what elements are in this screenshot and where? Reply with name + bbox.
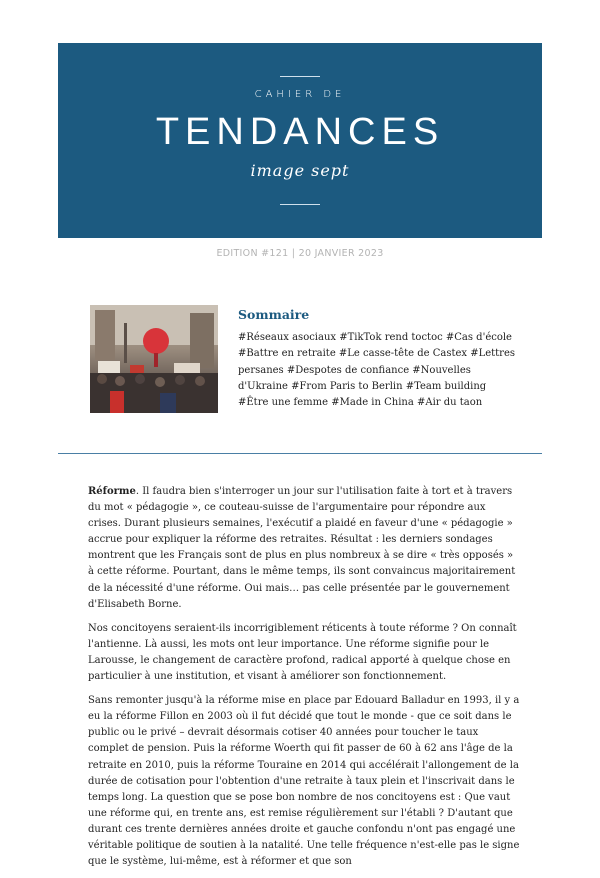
sommaire-tags: #Réseaux asociaux #TikTok rend toctoc #Cas d'école #Battre en retraite #Le casse-tête de Castex #Lettres persanes #Despotes de confiance #Nouvelles d'Ukraine #From Paris to Berlin #Team building #Être une femme #Made in China #Air du taon <box>238 332 516 409</box>
protest-photo <box>90 305 218 413</box>
edition-line: EDITION #121 | 20 JANVIER 2023 <box>216 248 384 259</box>
protest-photo-illustration <box>90 305 218 413</box>
paragraph-1-text: . Il faudra bien s'interroger un jour sur l'utilisation faite à tort et à travers du mot « pédagogie », ce couteau-suisse de l'argumentaire pour répondre aux crises. Durant plusieurs semaines, l'exécutif a plaidé en faveur d'une « pédagogie » accrue pour expliquer la réforme des retraites. Résultat : les derniers sondages montrent que les Français sont de plus en plus nombreux à se dire « très opposés » à cette réforme. Pourtant, dans le même temps, ils sont convaincus majoritairement de la nécessité d'une réforme. Oui mais… pas celle présentée par le gouvernement d'Elisabeth Borne. <box>88 486 516 610</box>
image-sept-signature-logo: image sept <box>250 161 350 180</box>
article-paragraph-3: Sans remonter jusqu'à la réforme mise en place par Edouard Balladur en 1993, il y a eu la réforme Fillon en 2003 où il fut décidé que tout le monde - que ce soit dans le public ou le privé – devrait désormais cotiser 40 années pour toucher le taux complet de pension. Puis la réforme Woerth qui fit passer de 60 à 62 ans l'âge de la retraite en 2010, puis la réforme Touraine en 2014 qui accélérait l'allongement de la durée de cotisation pour l'obtention d'une retraite à taux plein et l'inscrivait dans le temps long. La question que se pose bon nombre de nos concitoyens est : Que vaut une réforme qui, en trente ans, est remise régulièrement sur l'établi ? D'autant que durant ces trente dernières années droite et gauche confondu n'ont pas engagé une véritable politique de soutien à la natalité. Une telle fréquence n'est-elle pas le signe que le système, lui-même, est à réformer et que son <box>88 695 520 868</box>
section-divider <box>58 453 542 454</box>
lead-word: Réforme <box>88 486 136 497</box>
masthead-banner <box>58 43 542 238</box>
masthead-rule-bottom <box>280 204 320 205</box>
article-body <box>88 484 520 878</box>
masthead-kicker: CAHIER DE <box>254 89 346 100</box>
masthead-rule-top <box>280 76 320 77</box>
article-paragraph-2: Nos concitoyens seraient-ils incorrigiblement réticents à toute réforme ? On connaît l'antienne. Là aussi, les mots ont leur importance. Une réforme signifie pour le Larousse, le changement de caractère profond, radical apporté à quelque chose en particulier à une institution, et visant à améliorer son fonctionnement. <box>88 622 517 683</box>
sommaire-heading: Sommaire <box>238 307 310 322</box>
article-paragraph-1 <box>88 484 520 613</box>
masthead-title: TENDANCES <box>155 111 445 153</box>
